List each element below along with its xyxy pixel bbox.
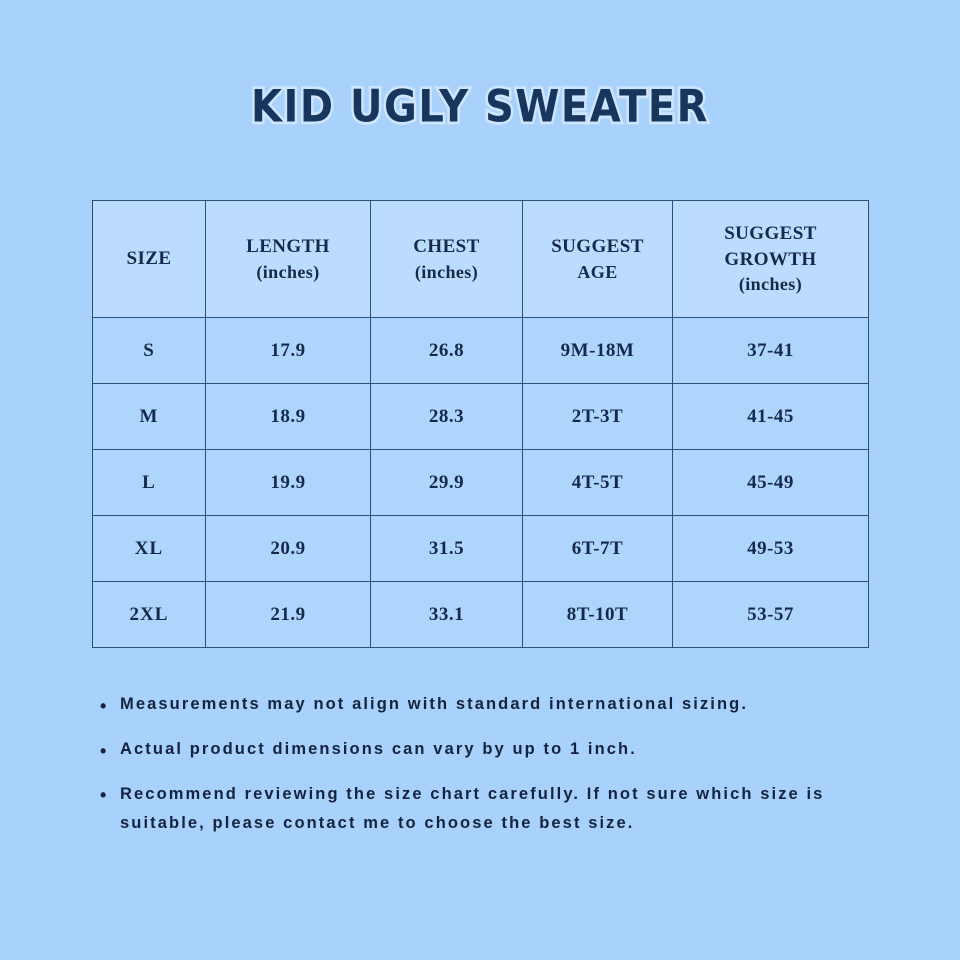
cell-size: XL: [93, 516, 206, 582]
title-container: [0, 81, 960, 133]
cell-age: 9M-18M: [523, 318, 673, 384]
bullet-icon: •: [100, 740, 109, 761]
size-chart-table-container: [92, 200, 868, 648]
cell-chest: 26.8: [371, 318, 523, 384]
cell-age: 2T-3T: [523, 384, 673, 450]
list-item: [96, 780, 896, 838]
column-header-suggest-growth-unit: (inches): [738, 274, 803, 295]
cell-length: 18.9: [206, 384, 371, 450]
table-header-row: [93, 201, 869, 318]
column-header-size-label: SIZE: [126, 248, 172, 270]
cell-age: 4T-5T: [523, 450, 673, 516]
column-header-suggest-growth: [673, 201, 869, 318]
cell-size: L: [93, 450, 206, 516]
cell-length: 17.9: [206, 318, 371, 384]
list-item: [96, 690, 896, 719]
table-header: [93, 201, 869, 318]
table-row: [93, 450, 869, 516]
table-body: [93, 318, 869, 648]
cell-chest: 33.1: [371, 582, 523, 648]
size-chart-table: [92, 200, 869, 648]
note-text: Actual product dimensions can vary by up to 1 inch.: [120, 739, 637, 758]
column-header-length-label: LENGTH: [246, 236, 330, 258]
cell-length: 19.9: [206, 450, 371, 516]
column-header-suggest-age: [523, 201, 673, 318]
column-header-chest: [371, 201, 523, 318]
table-row: [93, 516, 869, 582]
column-header-suggest-age-label: SUGGEST: [551, 236, 644, 258]
table-row: [93, 318, 869, 384]
column-header-size: [93, 201, 206, 318]
column-header-length: [206, 201, 371, 318]
cell-size: 2XL: [93, 582, 206, 648]
cell-length: 21.9: [206, 582, 371, 648]
bullet-icon: •: [100, 695, 109, 716]
column-header-length-unit: (inches): [256, 261, 320, 282]
cell-growth: 45-49: [673, 450, 869, 516]
cell-size: S: [93, 318, 206, 384]
cell-chest: 29.9: [371, 450, 523, 516]
cell-age: 6T-7T: [523, 516, 673, 582]
column-header-chest-label: CHEST: [413, 236, 480, 258]
note-text: Measurements may not align with standard international sizing.: [120, 695, 749, 713]
page-title: KID UGLY SWEATER: [251, 81, 709, 133]
table-row: [93, 384, 869, 450]
bullet-icon: •: [100, 785, 109, 806]
cell-size: M: [93, 384, 206, 450]
cell-growth: 41-45: [673, 384, 869, 450]
cell-growth: 37-41: [673, 318, 869, 384]
cell-growth: 53-57: [673, 582, 869, 648]
column-header-suggest-growth-label: SUGGEST GROWTH: [724, 223, 817, 270]
cell-chest: 31.5: [371, 516, 523, 582]
cell-length: 20.9: [206, 516, 371, 582]
cell-growth: 49-53: [673, 516, 869, 582]
column-header-suggest-age-label2: AGE: [577, 261, 618, 282]
table-row: [93, 582, 869, 648]
notes-list: [96, 690, 896, 854]
cell-chest: 28.3: [371, 384, 523, 450]
cell-age: 8T-10T: [523, 582, 673, 648]
column-header-chest-unit: (inches): [414, 261, 479, 282]
list-item: [96, 735, 896, 764]
note-text: Recommend reviewing the size chart carefully. If not sure which size is suitable, please contact me to choose the best size.: [120, 784, 825, 832]
